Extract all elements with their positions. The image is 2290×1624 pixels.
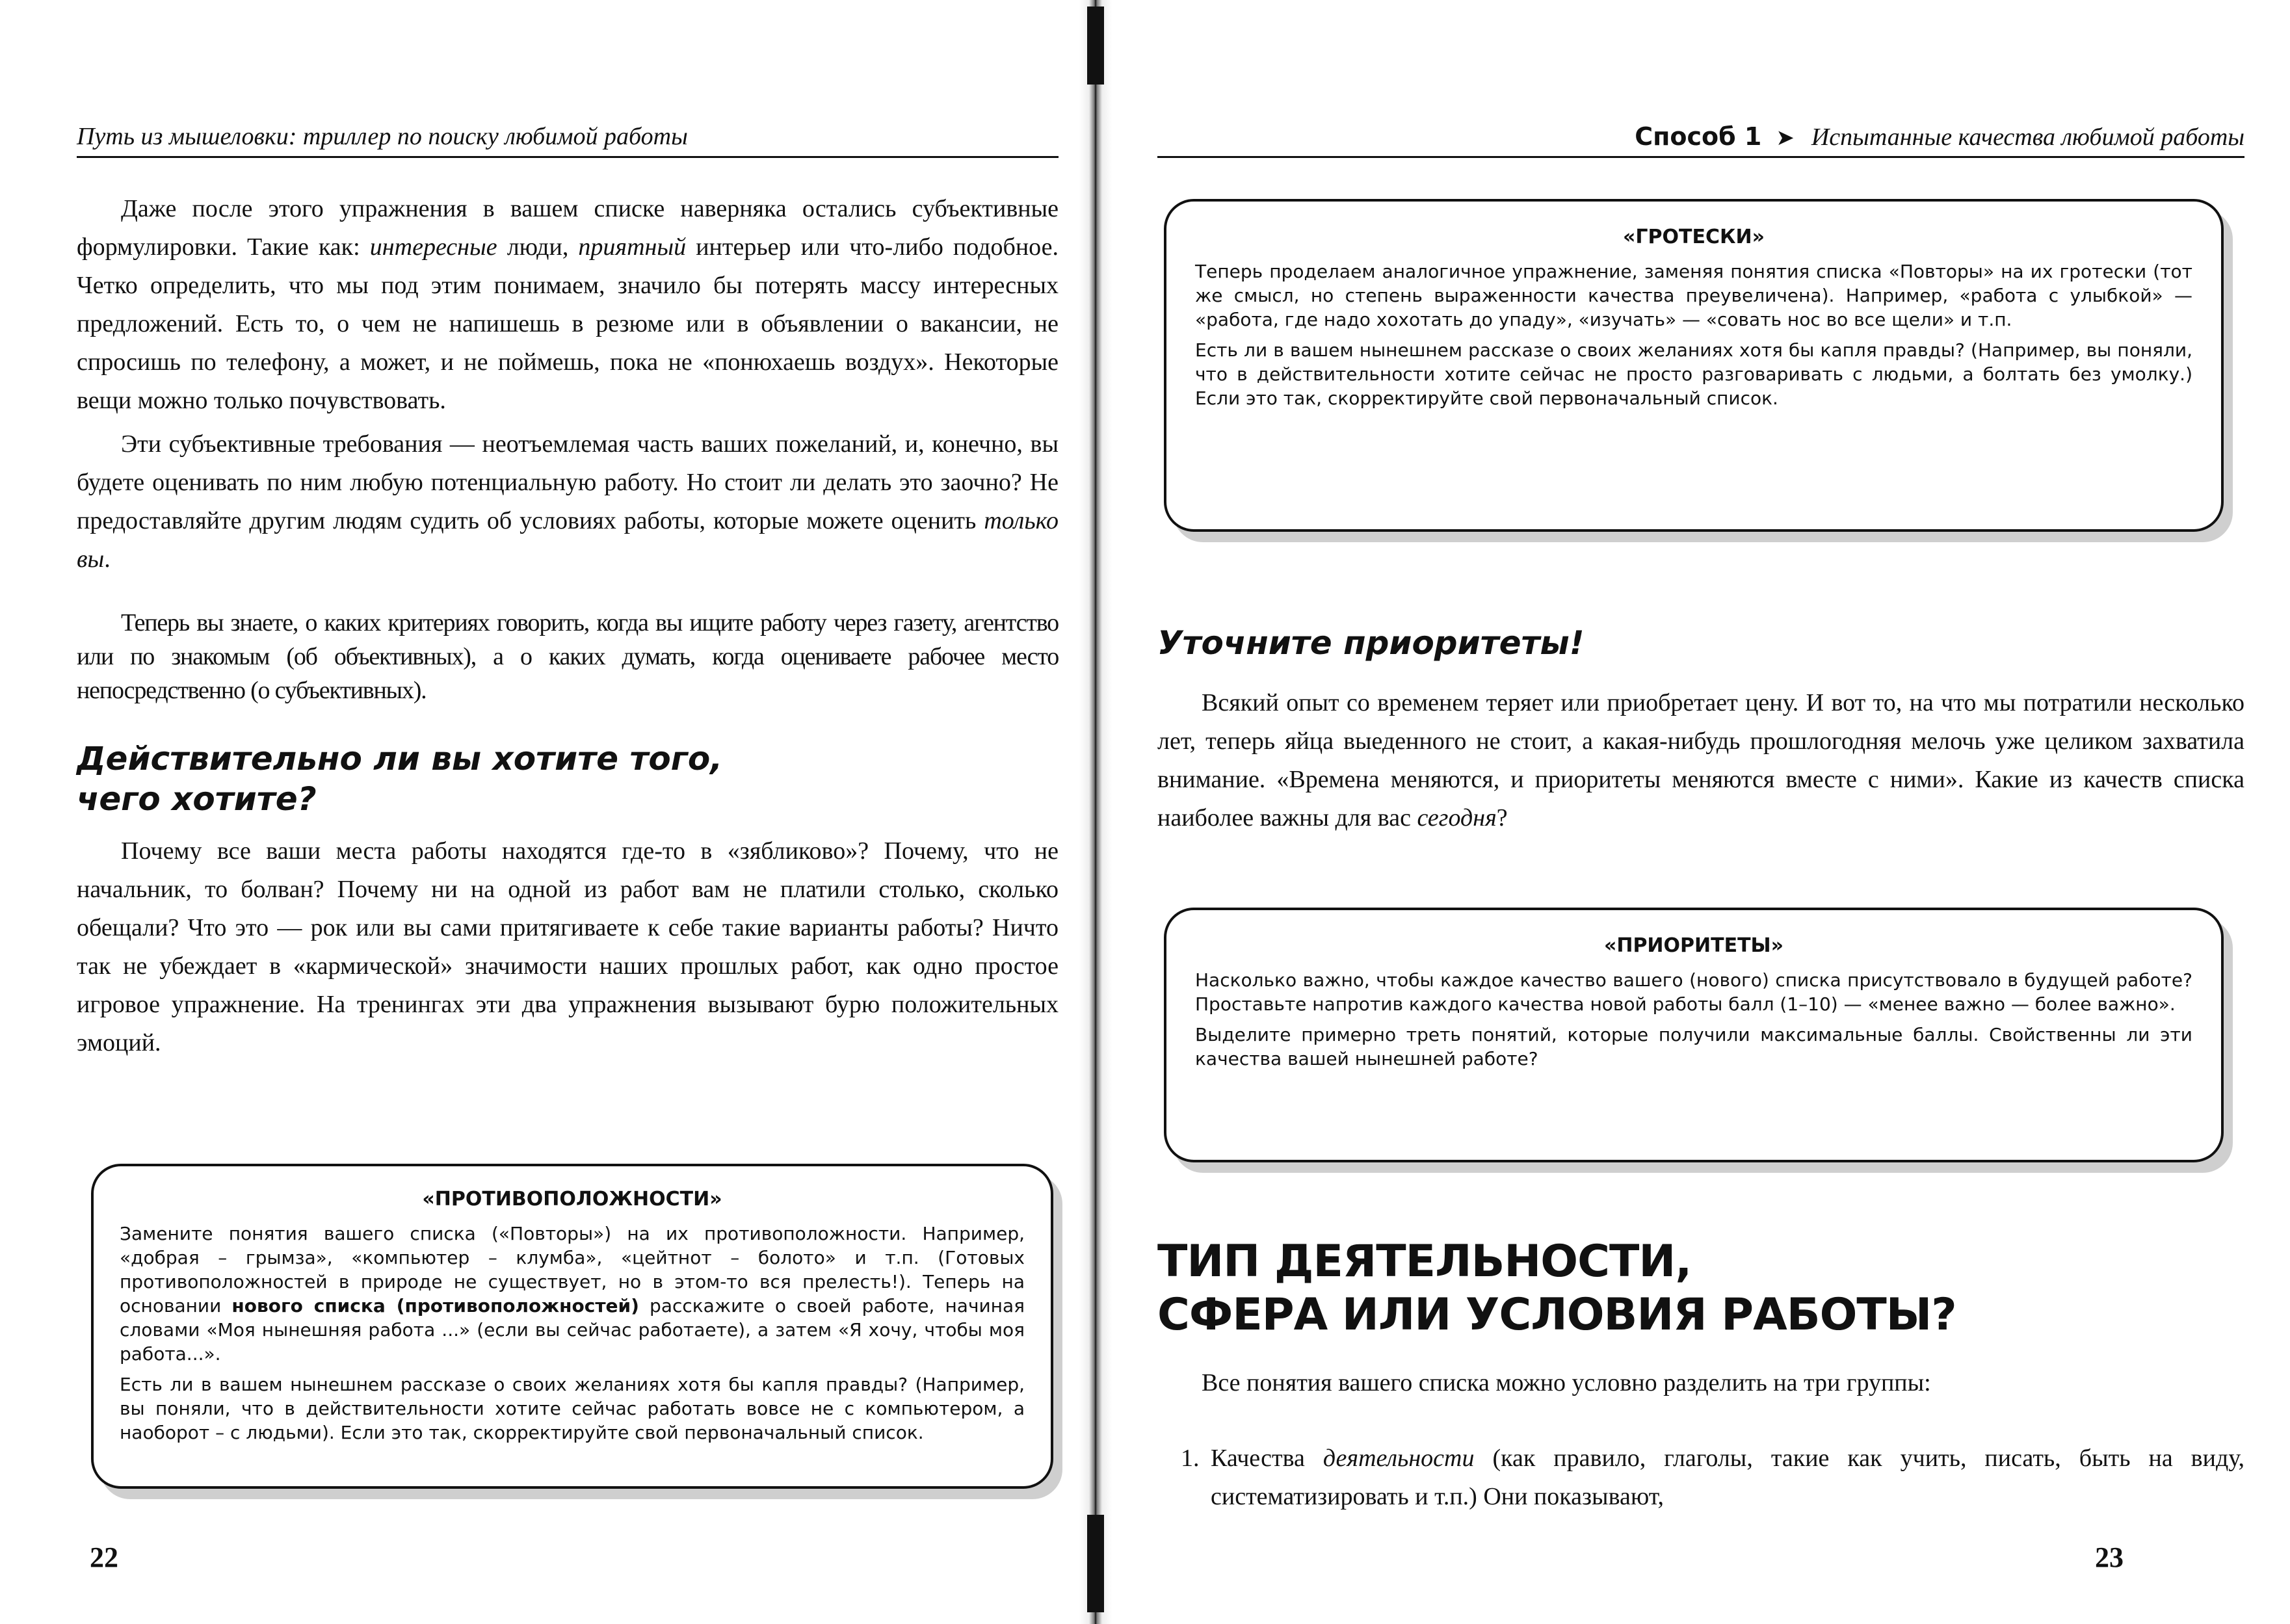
left-paragraph-3: Теперь вы знаете, о каких критериях говорить, когда вы ищите работу через газету, агентство или по знакомым (об объективных), а о каких думать, когда оцениваете рабочее место непосредственно (о субъективных). — [77, 609, 1059, 704]
left-paragraph-2: Эти субъективные требования — неотъемлемая часть ваших пожеланий, и, конечно, вы будете оценивать по ним любую потенциальную работу. Но стоит ли делать это заочно? Не предоставляйте другим людям судить об условиях работы, которые можете оценить только вы. — [77, 430, 1059, 573]
left-header-rule — [77, 156, 1059, 158]
priorities-box-p1: Насколько важно, чтобы каждое качество вашего (нового) списка присутствовало в будущей работе? Проставьте напротив каждого качества новой работы балл (1–10) — «менее важно — более важно». — [1195, 969, 2192, 1015]
right-paragraph-1: Всякий опыт со временем теряет или приобретает цену. И вот то, на что мы потратили несколько лет, теперь яйца выеденного не стоит, а какая-нибудь прошлогодняя мелочь уже целиком захватила внимание. «Времена меняются, и приоритеты меняются вместе с ними». Какие из качеств списка наиболее важны для вас сегодня? — [1157, 689, 2244, 832]
section-heading: ТИП ДЕЯТЕЛЬНОСТИ, СФЕРА ИЛИ УСЛОВИЯ РАБОТЫ? — [1157, 1236, 1956, 1341]
chapter-title: Испытанные качества любимой работы — [1811, 124, 2244, 151]
list-item-1 — [1181, 1439, 2244, 1516]
exercise-box-grotesques — [1164, 199, 2224, 532]
left-running-head: Путь из мышеловки: триллер по поиску любимой работы — [77, 123, 688, 150]
right-subheading: Уточните приоритеты! — [1157, 624, 1585, 662]
right-body-bottom — [1157, 1364, 2244, 1408]
arrow-icon: ➤ — [1776, 125, 1795, 151]
list-item-1-text: Качества деятельности (как правило, глаголы, такие как учить, писать, быть на виду, систематизировать и т.п.) Они показывают, — [1211, 1445, 2244, 1510]
exercise-box-priorities — [1164, 908, 2224, 1162]
left-paragraph-1: Даже после этого упражнения в вашем списке наверняка остались субъективные формулировки. Такие как: интересные люди, приятный интерьер или что-либо подобное. Четко определить, что мы под этим понимаем, значило бы потерять массу интересных предложений. Есть то, о чем не напишешь в резюме или в объявлении о вакансии, не спросишь по телефону, а может, и не поймешь, пока не «понюхаешь воздух». Некоторые вещи можно только почувствовать. — [77, 195, 1059, 414]
left-body-dense — [77, 599, 1059, 713]
left-body-bottom — [77, 832, 1059, 1067]
list-item-1-number: 1. — [1181, 1445, 1200, 1472]
opposites-box-p2: Есть ли в вашем нынешнем рассказе о своих желаниях хотя бы капля правды? (Например, вы поняли, что в действительности хотите сейчас работать вовсе не с компьютером, а наоборот – с людьми). Если это так, скорректируйте свой первоначальный список. — [120, 1374, 1025, 1443]
left-page — [0, 0, 1092, 1624]
left-page-number: 22 — [90, 1541, 118, 1573]
exercise-box-opposites — [91, 1164, 1053, 1489]
priorities-box-p2: Выделите примерно треть понятий, которые получили максимальные баллы. Свойственны ли эти качества вашей нынешней работе? — [1195, 1024, 2192, 1069]
method-label: Способ 1 — [1635, 122, 1762, 151]
left-body-top — [77, 190, 1059, 584]
right-paragraph-2: Все понятия вашего списка можно условно разделить на три группы: — [1202, 1369, 1931, 1396]
right-body-top — [1157, 684, 2244, 843]
left-paragraph-4: Почему все ваши места работы находятся где-то в «зябликово»? Почему, что не начальник, то болван? Почему ни на одной из работ вам не платили столько, сколько обещали? Что это — рок или вы сами притягиваете к себе такие варианты работы? Ничто так не убеждает в «кармической» значимости наших прошлых работ, как одно простое игровое упражнение. На тренингах эти два упражнения вызывают бурю положительных эмоций. — [77, 837, 1059, 1056]
right-page — [1105, 0, 2290, 1624]
opposites-box-title: «ПРОТИВОПОЛОЖНОСТИ» — [422, 1188, 722, 1211]
grotesques-box-p2: Есть ли в вашем нынешнем рассказе о своих желаниях хотя бы капля правды? (Например, вы поняли, что в действительности хотите сейчас не просто разговаривать с людьми, а болтать без умолку.) Если это так, скорректируйте свой первоначальный список. — [1195, 339, 2192, 409]
opposites-box-p1: Замените понятия вашего списка («Повторы») на их противоположности. Например, «добрая – грымза», «компьютер – клумба», «цейтнот – болото» и т.п. (Готовых противоположностей в природе не существует, но в этом-то вся прелесть!). Теперь на основании нового списка (противоположностей) расскажите о своей работе, начиная словами «Моя нынешняя работа ...» (если вы сейчас работаете), а затем «Я хочу, чтобы моя работа...». — [120, 1223, 1025, 1365]
right-running-head — [1635, 121, 2244, 153]
grotesques-box-p1: Теперь проделаем аналогичное упражнение, заменяя понятия списка «Повторы» на их гротески (тот же смысл, но степень выраженности качества преувеличена). Например, «работа с улыбкой» — «работа, где надо хохотать до упаду», «изучать» — «совать нос во все щели» и т.п. — [1195, 261, 2192, 330]
right-page-number: 23 — [2095, 1541, 2124, 1573]
priorities-box-title: «ПРИОРИТЕТЫ» — [1603, 934, 1784, 957]
right-header-rule — [1157, 156, 2244, 158]
grotesques-box-title: «ГРОТЕСКИ» — [1623, 226, 1765, 248]
left-subheading: Действительно ли вы хотите того, чего хотите? — [77, 740, 723, 818]
